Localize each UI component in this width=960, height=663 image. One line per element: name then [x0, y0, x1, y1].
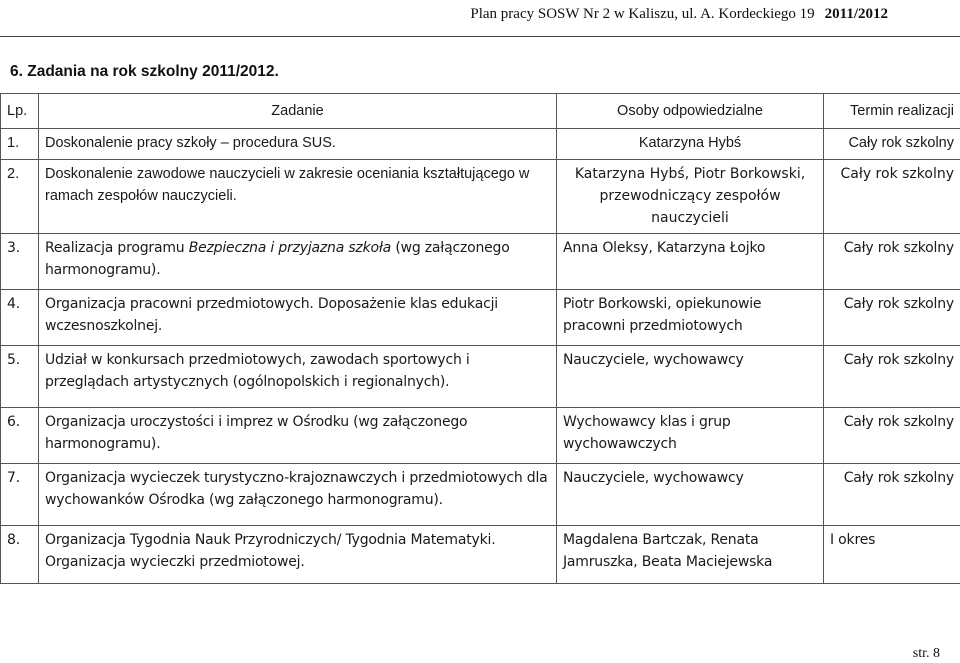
- row-task: Organizacja Tygodnia Nauk Przyrodniczych/ Tygodnia Matematyki. Organizacja wycieczki przedmiotowej.: [39, 526, 557, 584]
- table-row: [1, 160, 960, 234]
- page-header: [470, 6, 888, 23]
- row-task-text: (wg załączonego harmonogramu).: [45, 240, 510, 278]
- row-persons: Nauczyciele, wychowawcy: [557, 464, 824, 526]
- table-row: [1, 526, 960, 584]
- table-row: [1, 129, 960, 160]
- header-divider: [0, 36, 960, 37]
- header-year: 2011/2012: [824, 6, 888, 22]
- col-header-task: Zadanie: [39, 94, 557, 129]
- row-term: Cały rok szkolny: [824, 290, 960, 346]
- row-persons: Katarzyna Hybś, Piotr Borkowski, przewodniczący zespołów nauczycieli: [557, 160, 824, 234]
- row-term: I okres: [824, 526, 960, 584]
- row-term: Cały rok szkolny: [824, 464, 960, 526]
- table-row: [1, 234, 960, 290]
- section-title: 6. Zadania na rok szkolny 2011/2012.: [10, 63, 279, 80]
- col-header-term: Termin realizacji: [824, 94, 960, 129]
- row-number: 8.: [1, 526, 39, 584]
- col-header-persons: Osoby odpowiedzialne: [557, 94, 824, 129]
- row-number: 7.: [1, 464, 39, 526]
- row-number: 3.: [1, 234, 39, 290]
- row-task: Doskonalenie zawodowe nauczycieli w zakresie oceniania kształtującego w ramach zespołów nauczycieli.: [39, 160, 557, 234]
- row-task: [39, 234, 557, 290]
- row-number: 4.: [1, 290, 39, 346]
- row-persons: Anna Oleksy, Katarzyna Łojko: [557, 234, 824, 290]
- col-header-lp: Lp.: [1, 94, 39, 129]
- page-number: str. 8: [912, 646, 940, 661]
- row-persons: Nauczyciele, wychowawcy: [557, 346, 824, 408]
- row-term: Cały rok szkolny: [824, 129, 960, 160]
- row-task: Udział w konkursach przedmiotowych, zawodach sportowych i przeglądach artystycznych (ogólnopolskich i regionalnych).: [39, 346, 557, 408]
- row-task-program-name: Bezpieczna i przyjazna szkoła: [188, 240, 392, 256]
- row-persons: Katarzyna Hybś: [557, 129, 824, 160]
- row-task-text: Realizacja programu: [45, 240, 189, 256]
- row-term: Cały rok szkolny: [824, 160, 960, 234]
- row-task: Doskonalenie pracy szkoły – procedura SUS.: [39, 129, 557, 160]
- row-persons: Magdalena Bartczak, Renata Jamruszka, Beata Maciejewska: [557, 526, 824, 584]
- row-task: Organizacja uroczystości i imprez w Ośrodku (wg załączonego harmonogramu).: [39, 408, 557, 464]
- table-header-row: [1, 94, 960, 129]
- row-term: Cały rok szkolny: [824, 234, 960, 290]
- table-row: [1, 408, 960, 464]
- row-term: Cały rok szkolny: [824, 346, 960, 408]
- row-number: 2.: [1, 160, 39, 234]
- tasks-table: [0, 93, 960, 584]
- row-number: 6.: [1, 408, 39, 464]
- row-task: Organizacja wycieczek turystyczno-krajoznawczych i przedmiotowych dla wychowanków Ośrodka (wg załączonego harmonogramu).: [39, 464, 557, 526]
- row-number: 1.: [1, 129, 39, 160]
- row-term: Cały rok szkolny: [824, 408, 960, 464]
- row-task: Organizacja pracowni przedmiotowych. Doposażenie klas edukacji wczesnoszkolnej.: [39, 290, 557, 346]
- table-row: [1, 464, 960, 526]
- row-persons: Wychowawcy klas i grup wychowawczych: [557, 408, 824, 464]
- header-title: Plan pracy SOSW Nr 2 w Kaliszu, ul. A. Kordeckiego 19: [470, 6, 815, 22]
- row-persons: Piotr Borkowski, opiekunowie pracowni przedmiotowych: [557, 290, 824, 346]
- table-row: [1, 346, 960, 408]
- table-row: [1, 290, 960, 346]
- row-number: 5.: [1, 346, 39, 408]
